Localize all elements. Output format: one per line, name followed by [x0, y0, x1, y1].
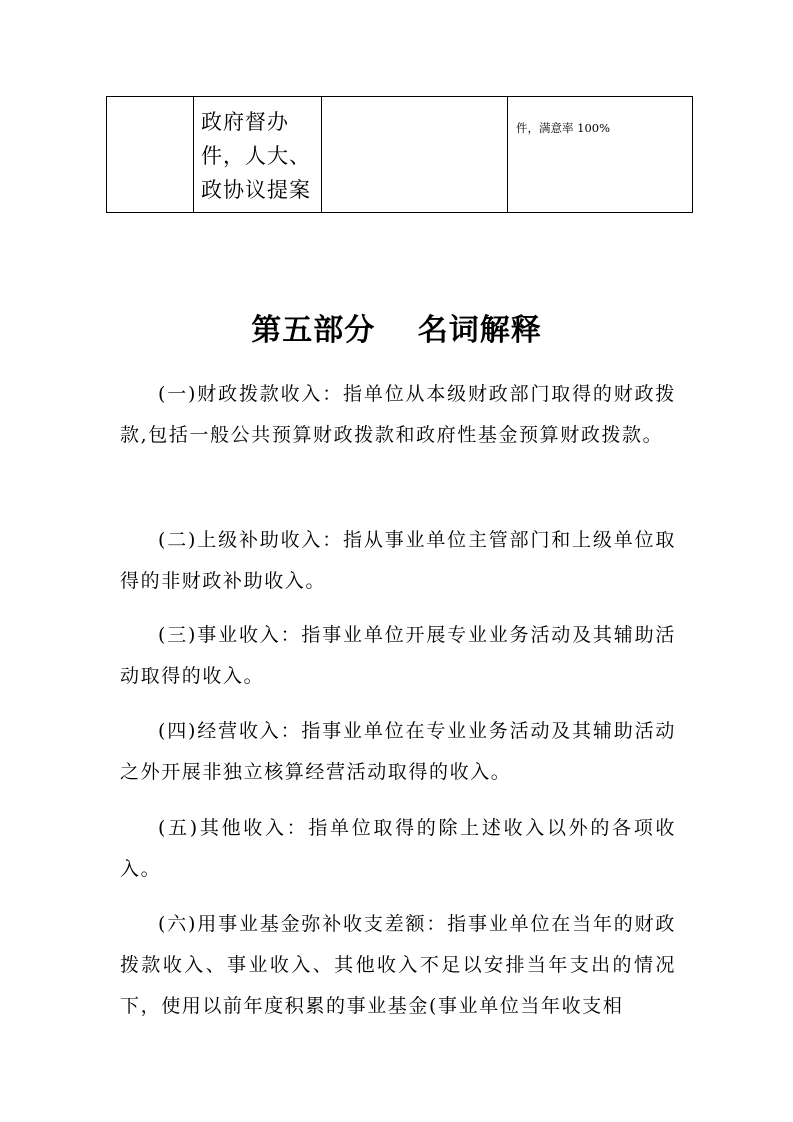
paragraph-operating-income: (四)经营收入：指事业单位在专业业务活动及其辅助活动之外开展非独立核算经营活动取得的收入。 [120, 720, 676, 783]
table-cell-empty [107, 97, 194, 213]
table-row [107, 97, 693, 213]
cell-line: 政府督办 [201, 110, 289, 134]
paragraph-business-fund: (六)用事业基金弥补收支差额：指事业单位在当年的财政拨款收入、事业收入、其他收入不足以安排当年支出的情况下，使用以前年度积累的事业基金(事业单位当年收支相 [120, 913, 676, 1017]
paragraph-superior-subsidy: (二)上级补助收入：指从事业单位主管部门和上级单位取得的非财政补助收入。 [120, 529, 676, 592]
paragraph-other-income: (五)其他收入：指单位取得的除上述收入以外的各项收入。 [120, 817, 676, 880]
table-cell-item [194, 97, 322, 213]
table-cell-empty [322, 97, 508, 213]
paragraph-fiscal-appropriation: (一)财政拨款收入：指单位从本级财政部门取得的财政拨款,包括一般公共预算财政拨款和政府性基金预算财政拨款。 [120, 383, 676, 446]
cell-line: 件，人大、 [201, 144, 311, 168]
table-cell-target: 件，满意率 100% [508, 97, 693, 213]
continued-table [106, 96, 693, 213]
section-title: 第五部分 名词解释 [251, 313, 542, 348]
paragraph-business-income: (三)事业收入：指事业单位开展专业业务活动及其辅助活动取得的收入。 [120, 624, 676, 687]
cell-line: 政协议提案 [201, 178, 311, 202]
